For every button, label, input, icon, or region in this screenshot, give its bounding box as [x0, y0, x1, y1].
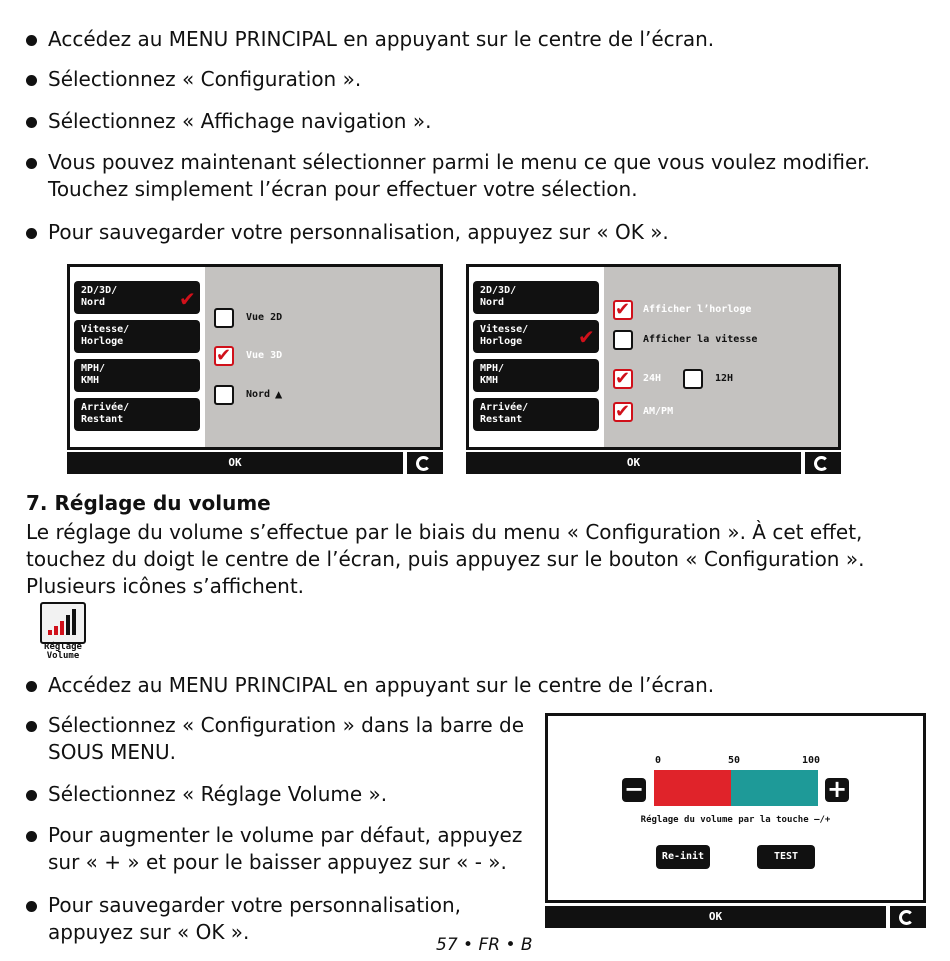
page-footer: 57 • FR • B [436, 935, 533, 955]
bullet-dot [26, 158, 37, 169]
screen-display-2d3d [67, 264, 443, 450]
option-label: Vue 3D [246, 350, 283, 361]
option-label: 24H [643, 373, 662, 384]
bullet-text: Sélectionnez « Configuration » dans la barre de [48, 713, 525, 737]
check-icon: ✔ [615, 401, 631, 422]
icon-label-line: Volume [46, 651, 80, 661]
checkbox-24h[interactable] [613, 369, 633, 389]
bullet-dot [26, 790, 37, 801]
bullet-text-line2: SOUS MENU. [48, 740, 176, 764]
screen-display-vitesse [466, 264, 841, 450]
volume-settings-icon [40, 602, 86, 644]
options-area [205, 267, 440, 447]
bullet-dot [26, 35, 37, 46]
ok-button[interactable]: OK [466, 452, 801, 474]
volume-slider[interactable] [654, 770, 818, 806]
menu-item-vitesse-horloge[interactable]: Vitesse/ Horloge [473, 320, 599, 353]
options-area [604, 267, 838, 447]
test-button[interactable]: TEST [757, 845, 815, 869]
option-label: Afficher la vitesse [643, 334, 758, 345]
bullet-text: Sélectionnez « Affichage navigation ». [48, 109, 432, 133]
bullet-dot [26, 228, 37, 239]
option-label: 12H [715, 373, 734, 384]
option-label: AM/PM [643, 406, 674, 417]
checkbox-ampm[interactable] [613, 402, 633, 422]
back-arrow-icon[interactable] [805, 452, 841, 474]
bullet-text: Pour sauvegarder votre personnalisation, appuyez sur « OK ». [48, 220, 669, 244]
volume-minus-button[interactable]: − [623, 775, 645, 803]
checkbox-afficher-horloge[interactable] [613, 300, 633, 320]
menu-item-vitesse-horloge[interactable]: Vitesse/ Horloge [74, 320, 200, 353]
bullet-text: Accédez au MENU PRINCIPAL en appuyant sur le centre de l’écran. [48, 673, 715, 697]
bullet-text: Vous pouvez maintenant sélectionner parmi le menu ce que vous voulez modifier. [48, 150, 871, 174]
scale-label: 50 [728, 755, 741, 766]
volume-plus-button[interactable]: + [826, 775, 848, 803]
option-label: Vue 2D [246, 312, 283, 323]
north-arrow-icon: ▲ [275, 387, 283, 401]
active-check-icon: ✔ [578, 325, 595, 349]
volume-bars-icon [42, 604, 80, 638]
scale-label: 100 [802, 755, 821, 766]
menu-item-arrivee-restant[interactable]: Arrivée/ Restant [473, 398, 599, 431]
bullet-text-line2: sur « + » et pour le baisser appuyez sur « - ». [48, 850, 507, 874]
check-icon: ✔ [615, 368, 631, 389]
checkbox-nord[interactable] [214, 385, 234, 405]
volume-caption: Réglage du volume par la touche –/+ [640, 815, 831, 825]
active-check-icon: ✔ [179, 287, 196, 311]
volume-level-fill [654, 770, 731, 806]
reinit-button[interactable]: Re-init [656, 845, 710, 869]
menu-item-2d3d-nord[interactable]: 2D/3D/ Nord [74, 281, 200, 314]
bullet-dot [26, 117, 37, 128]
screen-volume [545, 713, 926, 903]
option-label: Afficher l’horloge [643, 304, 752, 315]
bullet-text: Sélectionnez « Configuration ». [48, 67, 362, 91]
bullet-text: Pour sauvegarder votre personnalisation, [48, 893, 462, 917]
ok-button[interactable]: OK [67, 452, 403, 474]
checkbox-vue-2d[interactable] [214, 308, 234, 328]
ok-button[interactable]: OK [545, 906, 886, 928]
menu-item-2d3d-nord[interactable]: 2D/3D/ Nord [473, 281, 599, 314]
icon-label-line: Réglage [44, 642, 82, 652]
option-label: Nord [246, 389, 271, 400]
section-paragraph-line: Le réglage du volume s’effectue par le biais du menu « Configuration ». À cet effet, [26, 520, 863, 544]
back-arrow-icon[interactable] [407, 452, 443, 474]
back-arrow-icon[interactable] [890, 906, 926, 928]
bullet-text-line2: Touchez simplement l’écran pour effectuer votre sélection. [48, 177, 638, 201]
checkbox-vue-3d[interactable] [214, 346, 234, 366]
bullet-text: Sélectionnez « Réglage Volume ». [48, 782, 388, 806]
bullet-dot [26, 681, 37, 692]
bullet-text-line2: appuyez sur « OK ». [48, 920, 250, 944]
bullet-dot [26, 901, 37, 912]
menu-item-mph-kmh[interactable]: MPH/ KMH [74, 359, 200, 392]
menu-item-mph-kmh[interactable]: MPH/ KMH [473, 359, 599, 392]
volume-icon-label [36, 643, 90, 661]
check-icon: ✔ [216, 345, 232, 366]
bullet-dot [26, 831, 37, 842]
checkbox-afficher-vitesse[interactable] [613, 330, 633, 350]
check-icon: ✔ [615, 299, 631, 320]
section-paragraph-line: Plusieurs icônes s’affichent. [26, 574, 305, 598]
section-paragraph-line: touchez du doigt le centre de l’écran, puis appuyez sur le bouton « Configuration ». [26, 547, 865, 571]
menu-item-arrivee-restant[interactable]: Arrivée/ Restant [74, 398, 200, 431]
section-title: 7. Réglage du volume [26, 491, 271, 515]
bullet-text: Accédez au MENU PRINCIPAL en appuyant sur le centre de l’écran. [48, 27, 715, 51]
bullet-text: Pour augmenter le volume par défaut, appuyez [48, 823, 523, 847]
bullet-dot [26, 75, 37, 86]
scale-label: 0 [655, 755, 662, 766]
checkbox-12h[interactable] [683, 369, 703, 389]
bullet-dot [26, 721, 37, 732]
